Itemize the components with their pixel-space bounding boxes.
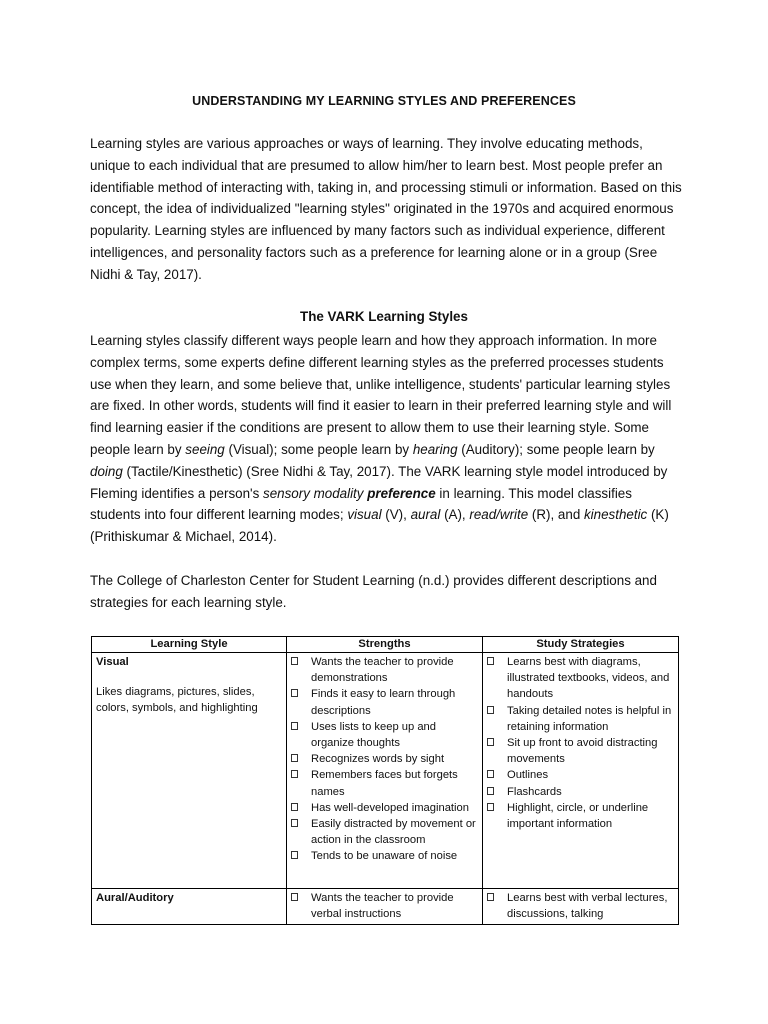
list-item [487,767,674,783]
list-item-text: Wants the teacher to provide verbal instructions [311,892,454,921]
list-item [487,784,674,800]
checkbox-bullet-icon [487,787,494,795]
list-item-text: Remembers faces but forgets names [311,769,458,798]
strengths-list [291,654,478,865]
checkbox-bullet-icon [291,754,298,762]
checkbox-bullet-icon [291,689,298,697]
checkbox-bullet-icon [291,657,298,665]
strengths-cell [287,889,483,925]
list-item [291,890,478,922]
list-item-text: Uses lists to keep up and organize thoughts [311,720,436,750]
style-name: Aural/Auditory [96,892,174,904]
list-item-text: Learns best with diagrams, illustrated textbooks, videos, and handouts [507,656,670,701]
list-item-text: Sit up front to avoid distracting movements [507,737,658,766]
checkbox-bullet-icon [291,851,298,859]
emphasis-text: visual [347,507,382,523]
college-paragraph: The College of Charleston Center for Student Learning (n.d.) provides different descriptions and strategies for each learning style. [90,573,657,610]
intro-paragraph: Learning styles are various approaches or ways of learning. They involve educating methods, unique to each individual that are presumed to allow him/her to learn best. Most people prefer an identifiable method of interacting with, taking in, and processing stimuli or information. Based on this concept, the idea of individualized "learning styles" originated in the 1970s and acquired enormous popularity. Learning styles are influenced by many factors such as individual experience, different intelligences, and personality factors such as a preference for learning alone or in a group (Sree Nidhi & Tay, 2017). [90,136,682,282]
emphasis-text: preference [367,485,436,501]
checkbox-bullet-icon [291,770,298,778]
checkbox-bullet-icon [291,722,298,730]
list-item-text: Outlines [507,769,549,782]
header-strengths: Strengths [287,637,483,653]
emphasis-text: read/write [469,507,529,523]
document-title: UNDERSTANDING MY LEARNING STYLES AND PREFERENCES [192,94,576,108]
checkbox-bullet-icon [487,738,494,746]
list-item [291,719,478,751]
section-heading: The VARK Learning Styles [300,309,468,324]
list-item [291,751,478,767]
list-item [487,800,674,832]
emphasis-text: sensory modality [263,485,364,501]
list-item [487,890,674,922]
emphasis-text: kinesthetic [583,507,648,523]
emphasis-text: doing [90,463,123,479]
list-item [291,686,478,718]
strengths-list [291,890,478,922]
list-item [291,816,478,848]
checkbox-bullet-icon [291,893,298,901]
table-row [92,889,679,925]
list-item-text: Flashcards [507,785,562,798]
learning-styles-table [91,636,679,925]
header-learning-style: Learning Style [92,637,287,653]
checkbox-bullet-icon [291,819,298,827]
checkbox-bullet-icon [487,706,494,714]
list-item [291,654,478,686]
header-study-strategies: Study Strategies [483,637,679,653]
table-header-row [92,637,679,653]
style-cell [92,653,287,889]
list-item [487,735,674,767]
style-name: Visual [96,656,129,668]
checkbox-bullet-icon [487,803,494,811]
table-row [92,653,679,889]
list-item-text: Easily distracted by movement or action in the classroom [311,818,476,847]
list-item-text: Tends to be unaware of noise [311,850,458,863]
emphasis-text: hearing [412,441,458,457]
list-item [487,703,674,735]
list-item-text: Wants the teacher to provide demonstrations [311,656,454,685]
checkbox-bullet-icon [487,657,494,665]
list-item-text: Has well-developed imagination [311,801,469,814]
list-item-text: Recognizes words by sight [311,753,445,766]
vark-paragraph: Learning styles classify different ways people learn and how they approach information. In more complex terms, some experts define different learning styles as the preferred processes students use when they learn, and some believe that, unlike intelligence, students' particular learning styles are fixed. In other words, students will find it easier to learn in their preferred learning style and will find learning easier if the conditions are present to allow them to use their learning style. Some people learn by seeing (Visual); some people learn by hearing (Auditory); some people learn by doing (Tactile/Kinesthetic) (Sree Nidhi & Tay, 2017). The VARK learning style model introduced by Fleming identifies a person's sensory modality preference in learning. This model classifies students into four different learning modes; visual (V), aural (A), read/write (R), and kinesthetic (K) (Prithiskumar & Michael, 2014). [90,333,672,545]
emphasis-text: aural [410,507,441,523]
list-item [291,848,478,864]
list-item-text: Highlight, circle, or underline important information [507,801,649,831]
list-item [487,654,674,703]
style-description: Likes diagrams, pictures, slides, colors, symbols, and highlighting [96,686,258,715]
list-item-text: Learns best with verbal lectures, discussions, talking [507,892,668,921]
checkbox-bullet-icon [291,803,298,811]
strengths-cell [287,653,483,889]
strategies-list [487,654,674,832]
checkbox-bullet-icon [487,893,494,901]
list-item-text: Taking detailed notes is helpful in retaining information [507,704,672,733]
checkbox-bullet-icon [487,770,494,778]
list-item [291,800,478,816]
strategies-cell [483,653,679,889]
emphasis-text: seeing [185,441,225,457]
strategies-list [487,890,674,922]
strategies-cell [483,889,679,925]
style-cell [92,889,287,925]
list-item [291,767,478,799]
list-item-text: Finds it easy to learn through descriptions [311,688,456,717]
